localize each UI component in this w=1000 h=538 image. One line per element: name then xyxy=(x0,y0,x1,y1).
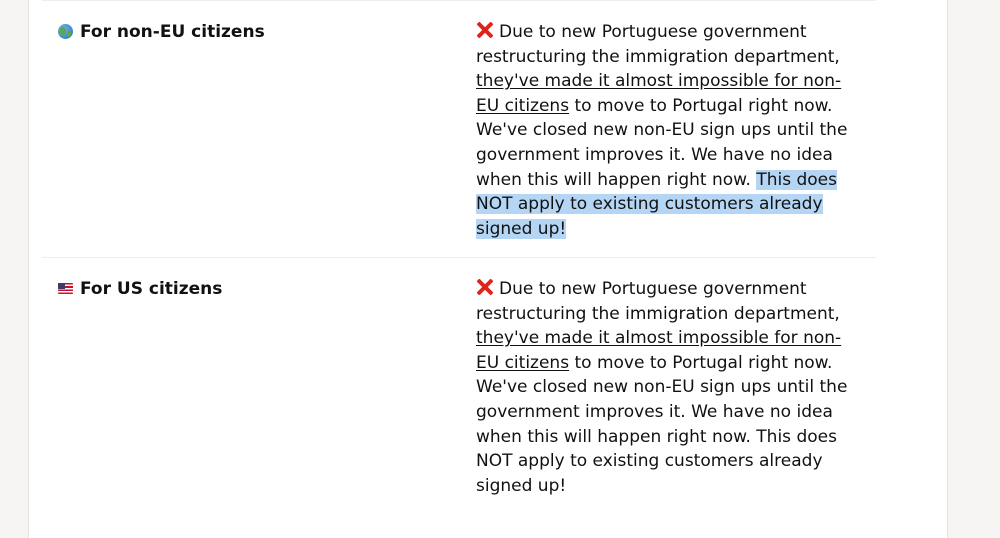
status-text-after-link: to move to Portugal right now. We've closed new non-EU sign ups until the government improves it. We have no idea when this will happen right now. This does NOT apply to existing customers already signed up! xyxy=(476,352,848,496)
red-x-icon xyxy=(476,21,494,39)
non-eu-link[interactable]: they've made it almost impossible for non-EU citizens xyxy=(476,71,842,116)
table-row xyxy=(42,258,876,538)
row-label-cell xyxy=(42,258,460,538)
highlighted-text: This does NOT apply to existing customers already signed up! xyxy=(476,169,837,239)
citizenship-table xyxy=(42,0,876,538)
row-status-cell xyxy=(460,258,876,538)
status-text-before-link: Due to new Portuguese government restructuring the immigration department, xyxy=(476,22,840,67)
non-eu-link[interactable]: they've made it almost impossible for non-EU citizens xyxy=(476,328,842,373)
row-label: For US citizens xyxy=(80,279,223,299)
row-label: For non-EU citizens xyxy=(80,22,265,42)
red-x-icon xyxy=(476,278,494,296)
status-text-before-link: Due to new Portuguese government restructuring the immigration department, xyxy=(476,279,840,324)
row-label-cell xyxy=(42,1,460,257)
globe-icon xyxy=(58,24,73,39)
row-status-cell xyxy=(460,1,876,257)
table-row xyxy=(42,1,876,257)
us-flag-icon xyxy=(58,283,73,294)
status-text-after-link: to move to Portugal right now. We've closed new non-EU sign ups until the government improves it. We have no idea when this will happen right now. xyxy=(476,95,848,190)
